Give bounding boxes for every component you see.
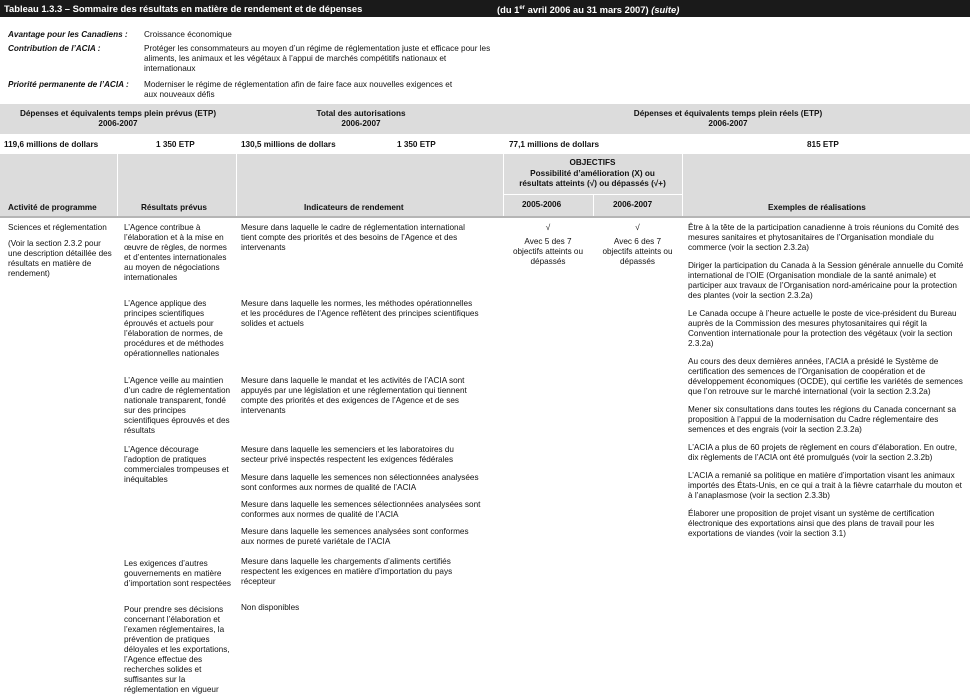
contribution-label: Contribution de l’ACIA :: [8, 44, 101, 53]
reels-dollars: 77,1 millions de dollars: [509, 140, 600, 149]
objectif-2006-note: Avec 6 des 7 objectifs atteints ou dépassés: [602, 237, 673, 266]
indicateur-item: Non disponibles: [241, 603, 300, 612]
resultat-item: Les exigences d’autres gouvernements en matière d’importation sont respectées: [124, 559, 231, 588]
exemple-item: Le Canada occupe à l’heure actuelle le poste de vice-président du Bureau auprès de la Commission des mesures phytosanitaires qui régit la Convention internationale pour la protection des végétaux (voir la section 2.3.2a): [688, 309, 957, 348]
objectif-2006-cell: [593, 223, 682, 267]
column-divider: [682, 154, 683, 216]
autorisations-etp: 1 350 ETP: [397, 140, 436, 149]
resultat-item: Pour prendre ses décisions concernant l’élaboration et l’examen réglementaires, la prévention de pratiques déloyales et les exportations, l’Agence effectue des recherches solides et suffisantes sur la réglementation en vigueur: [124, 605, 230, 694]
reels-header: Dépenses et équivalents temps plein réels (ETP) 2006-2007: [633, 109, 823, 128]
exemple-item: Élaborer une proposition de projet visant un système de certification électronique des exportations ainsi que des plans de travail pour les exportations de viandes (voir la section 3.1): [688, 509, 935, 538]
objectif-2005-cell: [503, 223, 593, 267]
autorisations-header: Total des autorisations 2006-2007: [316, 109, 406, 128]
indicateur-item: Mesure dans laquelle les semences non sélectionnées analysées sont conformes aux normes de qualité de l’ACIA: [241, 473, 479, 492]
indicateurs-column: [241, 223, 481, 613]
priorite-value: Moderniser le régime de réglementation afin de faire face aux nouvelles exigences et aux nouveaux défis: [144, 80, 453, 99]
indicateur-item: Mesure dans laquelle les semences sélectionnées analysées sont conformes aux normes de qualité de l’ACIA: [241, 500, 481, 519]
exemple-item: Au cours des deux dernières années, l’ACIA a présidé le Système de certification des semences de l’Organisation de coopération et de développement économiques (OCDE), qui certifie les variétés de semences que l’on retrouve sur le marché international (voir la section 2.3.2a): [688, 357, 963, 396]
objectif-2005-note: Avec 5 des 7 objectifs atteints ou dépassés: [512, 237, 584, 266]
resultats-column: [124, 223, 232, 695]
prevus-dollars: 119,6 millions de dollars: [4, 140, 99, 149]
exemple-item: Diriger la participation du Canada à la Session générale annuelle du Comité international de l’OIE (Organisation mondiale de la santé animale) et participer aux travaux de l’Organisation nord-américaine pour la protection des plantes (voir la section 2.3.2a): [688, 261, 964, 300]
column-divider: [117, 154, 118, 216]
resultat-item: L’Agence contribue à l’élaboration et à la mise en œuvre de règles, de normes et d’ententes internationales au moyen de négociations internationales: [124, 223, 227, 282]
check-icon: √: [635, 223, 640, 232]
exemples-column: [688, 223, 966, 547]
avantage-value: Croissance économique: [144, 30, 232, 39]
header-separator: [0, 216, 970, 218]
activite-note: (Voir la section 2.3.2 pour une description détaillée des résultats en matière de rendement): [8, 239, 112, 278]
reels-etp: 815 ETP: [807, 140, 839, 149]
exemple-item: L’ACIA a plus de 60 projets de règlement en cours d’élaboration. En outre, dix règlements de l’ACIA ont été promulgués (voir la section 2.3.2b): [688, 443, 957, 462]
indicateur-item: Mesure dans laquelle les semences analysées sont conformes aux normes de pureté variétale de l’ACIA: [241, 527, 469, 546]
indicateur-item: Mesure dans laquelle les chargements d’aliments certifiés respectent les exigences en matière d’importation du pays récepteur: [241, 557, 453, 586]
col-exemples: Exemples de réalisations: [768, 203, 866, 212]
check-icon: √: [545, 223, 551, 232]
col-indicateurs: Indicateurs de rendement: [304, 203, 404, 212]
col-activite: Activité de programme: [8, 203, 97, 212]
priorite-label: Priorité permanente de l’ACIA :: [8, 80, 129, 89]
resultat-item: L’Agence applique des principes scientifiques éprouvés et actuels pour l’élaboration de normes, de procédures et de méthodes opérationnelles nationales: [124, 299, 224, 358]
activite-cell: [8, 223, 113, 279]
exemple-item: Être à la tête de la participation canadienne à trois réunions du Comité des mesures sanitaires et phytosanitaires de l’Organisation mondiale du commerce (voir la section 2.3.2a): [688, 223, 959, 252]
resultat-item: L’Agence veille au maintien d’un cadre de réglementation nationale transparent, fondé sur des principes scientifiques éprouvés et des résultats: [124, 376, 231, 435]
col-2006: 2006-2007: [613, 200, 653, 209]
indicateur-item: Mesure dans laquelle le cadre de réglementation international tient compte des priorités et des besoins de l’Agence et des intervenants: [241, 223, 465, 252]
column-divider: [593, 194, 594, 216]
table-title: Tableau 1.3.3 – Sommaire des résultats en matière de rendement et de dépenses: [4, 3, 363, 14]
contribution-value: Protéger les consommateurs au moyen d’un régime de réglementation juste et efficace pour les aliments, les animaux et les végétaux à l’appui de marchés compétitifs nationaux et internationaux: [144, 44, 491, 73]
exemple-item: L’ACIA a remanié sa politique en matière d’importation visant les animaux importés des États-Unis, en ce qui a trait à la fièvre catarrhale du mouton et à l’anaplasmose (voir la section 2.3.3b): [688, 471, 962, 500]
avantage-label: Avantage pour les Canadiens :: [8, 30, 128, 39]
exemple-item: Mener six consultations dans toutes les régions du Canada concernant sa proposition à l’appui de la modernisation du Cadre réglementaire des semences et des engrais (voir la section 2.3.2a): [688, 405, 957, 434]
indicateur-item: Mesure dans laquelle le mandat et les activités de l’ACIA sont appuyés par une législation et une réglementation qui tiennent compte des priorités et des exigences de l’Agence et de ses intervenants: [241, 376, 467, 415]
prevus-etp: 1 350 ETP: [156, 140, 195, 149]
column-divider: [236, 154, 237, 216]
col-resultats: Résultats prévus: [141, 203, 207, 212]
objectifs-header: OBJECTIFS Possibilité d’amélioration (X) ou résultats atteints (√) ou dépassés (√+): [519, 158, 666, 188]
indicateur-item: Mesure dans laquelle les normes, les méthodes opérationnelles et les procédures de l’Agence reflètent des principes scientifiques solides et actuels: [241, 299, 479, 328]
resultat-item: L’Agence décourage l’adoption de pratiques commerciales trompeuses et inéquitables: [124, 445, 229, 484]
autorisations-dollars: 130,5 millions de dollars: [241, 140, 336, 149]
indicateur-item: Mesure dans laquelle les semenciers et les laboratoires du secteur privé inspectés respectent les exigences fédérales: [241, 445, 454, 464]
prevus-header: Dépenses et équivalents temps plein prévus (ETP) 2006-2007: [19, 109, 217, 128]
table-period: (du 1er avril 2006 au 31 mars 2007) (suite): [497, 4, 680, 16]
table-title-bar: [0, 0, 970, 17]
activite-name: Sciences et réglementation: [8, 223, 107, 232]
col-2005: 2005-2006: [522, 200, 562, 209]
